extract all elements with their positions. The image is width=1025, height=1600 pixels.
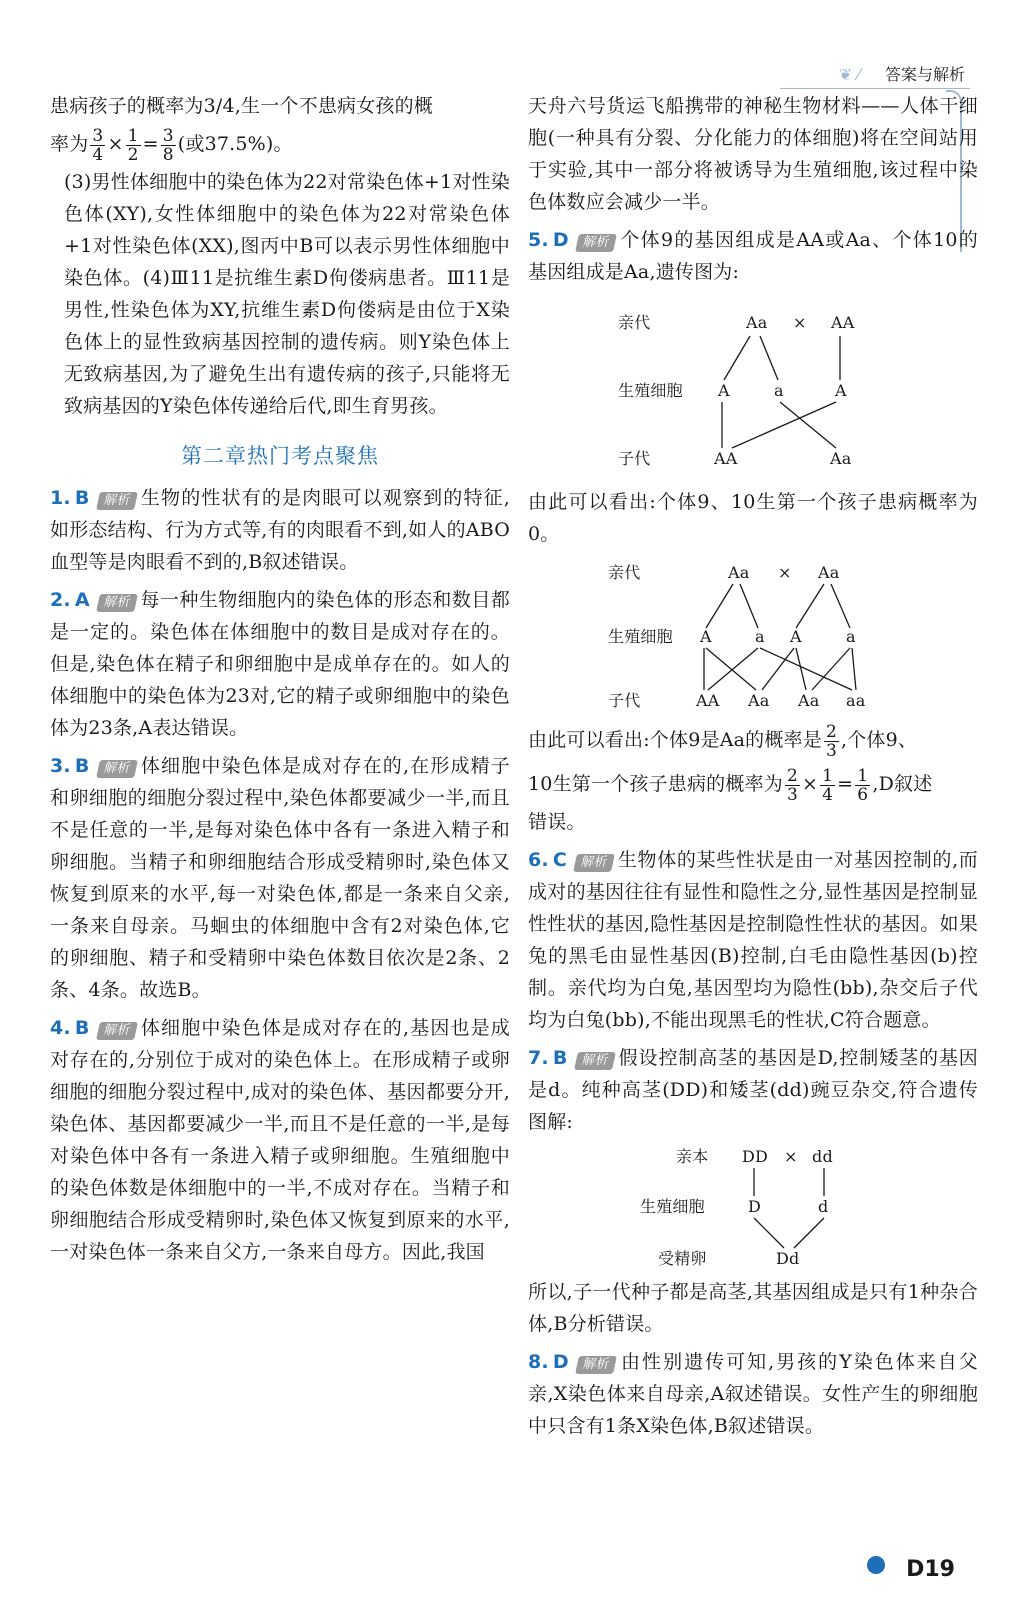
right-column [528, 90, 978, 1442]
question-8: 8. D 解析 由性别遗传可知,男孩的Y染色体来自父亲,X染色体来自母亲,A叙述错误。女性产生的卵细胞中只含有1条X染色体,B叙述错误。 [528, 1351, 978, 1437]
arrow-line [754, 1218, 784, 1248]
parent: Aa [746, 313, 768, 332]
arrow-line [760, 648, 852, 690]
arrow-line [780, 402, 836, 448]
offspring: Aa [798, 691, 820, 710]
row-label: 受精卵 [658, 1249, 707, 1268]
paragraph: 由此可以看出:个体9是Aa的概率是 $\frac{2}{3}$ ,个体9、 [528, 721, 918, 761]
arrow-line [740, 584, 758, 628]
analysis-tag: 解析 [574, 1052, 616, 1070]
offspring: AA [714, 449, 738, 468]
analysis-tag: 解析 [96, 760, 138, 778]
question-7: 7. B 解析 假设控制高茎的基因是D,控制矮茎的基因是d。纯种高茎(DD)和矮茎(dd)豌豆杂交,符合遗传图解: [528, 1047, 978, 1133]
paragraph: 率为 $\frac{3}{4}$ × $\frac{1}{2}$ = $\frac{3}{8}$ (或37.5%)。 [50, 125, 293, 165]
parent: DD [742, 1147, 769, 1166]
analysis-tag: 解析 [96, 1022, 138, 1040]
arrow-line [706, 584, 733, 628]
question-3: 3. B 解析 体细胞中染色体是成对存在的,在形成精子和卵细胞的细胞分裂过程中,染色体都要减少一半,而且不是任意的一半,是每对染色体中各有一条进入精子和卵细胞。当精子和卵细胞结合形成受精卵时,染色体又恢复到原来的水平,每一对染色体,都是一条来自父亲,一条来自母亲。马蛔虫的体细胞中含有2对染色体,它的卵细胞、精子和受精卵中染色体数目依次是2条、2条、4条。故选B。 [50, 755, 510, 1001]
gamete: d [818, 1197, 829, 1216]
arrow-line [708, 648, 758, 690]
genetic-diagram-2 [528, 554, 978, 714]
gamete: A [718, 381, 730, 400]
cross-symbol: × [793, 313, 807, 332]
fraction: $\frac{2}{3}$ [786, 765, 799, 805]
paragraph: 患病孩子的概率为3/4,生一个不患病女孩的概 [50, 95, 434, 117]
header-title: 答案与解析 [884, 65, 965, 84]
offspring: AA [696, 691, 720, 710]
page-number: D19 [906, 1557, 955, 1582]
row-label: 子代 [608, 691, 641, 710]
paragraph: (3)男性体细胞中的染色体为22对常染色体+1对性染色体(XY),女性体细胞中的染色体为22对常染色体+1对性染色体(XX),图丙中B可以表示男性体细胞中染色体。(4)Ⅲ11是抗维生素D佝偻病患者。Ⅲ11是男性,性染色体为XY,抗维生素D佝偻病是由位于X染色体上的显性致病基因控制的遗传病。则Y染色体上无致病基因,为了避免生出有遗传病的孩子,只能将无致病基因的Y染色体传递给后代,即生育男孩。 [64, 171, 510, 417]
analysis-tag: 解析 [573, 854, 615, 872]
cross-symbol: × [784, 1147, 798, 1166]
chapter-title: 第二章热门考点聚焦 [181, 444, 379, 468]
parent: dd [812, 1147, 833, 1166]
arrow-line [760, 336, 778, 380]
header-rule [780, 88, 970, 89]
paragraph: 天舟六号货运飞船携带的神秘生物材料——人体干细胞(一种具有分裂、分化能力的体细胞)将在空间站用于实验,其中一部分将被诱导为生殖细胞,该过程中染色体数应会减少一半。 [528, 95, 978, 213]
analysis-tag: 解析 [575, 1356, 617, 1374]
paragraph: 10生第一个孩子患病的概率为 $\frac{2}{3}$ × $\frac{1}{4}$ = $\frac{1}{6}$ ,D叙述 [528, 765, 933, 805]
arrow-line [831, 584, 850, 628]
paragraph: 由此可以看出:个体9、10生第一个孩子患病概率为0。 [528, 491, 978, 545]
analysis-tag: 解析 [96, 492, 138, 510]
page-dot-icon [867, 1556, 885, 1574]
parent: AA [831, 313, 855, 332]
gamete: A [835, 381, 847, 400]
offspring: Aa [830, 449, 852, 468]
fraction: $\frac{2}{3}$ [825, 721, 837, 761]
gamete: A [700, 627, 712, 646]
parent: Aa [818, 563, 840, 582]
arrow-line [812, 648, 850, 690]
arrow-line [732, 402, 836, 448]
paragraph: 错误。 [528, 811, 586, 833]
question-1: 1. B 解析 生物的性状有的是肉眼可以观察到的特征,如形态结构、行为方式等,有的肉眼看不到,如人的ABO血型等是肉眼看不到的,B叙述错误。 [50, 487, 510, 573]
gamete: A [790, 627, 802, 646]
fraction: $\frac{1}{2}$ [127, 125, 139, 165]
question-4: 4. B 解析 体细胞中染色体是成对存在的,基因也是成对存在的,分别位于成对的染色体上。在形成精子或卵细胞的细胞分裂过程中,成对的染色体、基因都要分开,染色体、基因都要减少一半,而且不是任意的一半,是每对染色体中各有一条进入精子或卵细胞。生殖细胞中的染色体数是体细胞中的一半,不成对存在。当精子和卵细胞结合形成受精卵时,染色体又恢复到原来的水平,一对染色体一条来自父方,一条来自母方。因此,我国 [50, 1017, 510, 1263]
arrow-line [762, 648, 794, 690]
section-header [839, 62, 965, 85]
analysis-tag: 解析 [96, 594, 138, 612]
offspring: aa [846, 691, 866, 710]
parent: Aa [728, 563, 750, 582]
genetic-diagram-1 [528, 292, 978, 482]
row-label: 生殖细胞 [618, 381, 683, 400]
offspring: Dd [776, 1249, 800, 1268]
left-column [50, 90, 510, 1268]
row-label: 子代 [618, 449, 651, 468]
question-6: 6. C 解析 生物体的某些性状是由一对基因控制的,而成对的基因往往有显性和隐性之分,显性基因是控制显性性状的基因,隐性基因是控制隐性性状的基因。如果兔的黑毛由显性基因(B)控制,白毛由隐性基因(b)控制。亲代均为白兔,基因型均为隐性(bb),杂交后子代均为白兔(bb),不能出现黑毛的性状,C符合题意。 [528, 849, 978, 1031]
fraction: $\frac{3}{4}$ [92, 125, 104, 165]
analysis-tag: 解析 [575, 234, 617, 252]
arrow-line [706, 648, 756, 690]
gamete: a [755, 627, 765, 646]
offspring: Aa [748, 691, 770, 710]
leaf-icon: ❦ ⁄ [838, 65, 860, 84]
row-label: 亲代 [618, 313, 651, 332]
gamete: a [846, 627, 856, 646]
row-label: 亲本 [676, 1147, 709, 1166]
row-label: 生殖细胞 [608, 627, 673, 646]
fraction: $\frac{1}{4}$ [822, 765, 834, 805]
row-label: 生殖细胞 [640, 1197, 705, 1216]
cross-symbol: × [778, 563, 792, 582]
gamete: a [774, 381, 784, 400]
fraction: $\frac{1}{6}$ [857, 765, 869, 805]
gamete: D [748, 1197, 762, 1216]
question-2: 2. A 解析 每一种生物细胞内的染色体的形态和数目都是一定的。染色体在体细胞中的数目是成对存在的。但是,染色体在精子和卵细胞中是成单存在的。如人的体细胞中的染色体为23对,它的精子或卵细胞中的染色体为23条,A表达错误。 [50, 589, 510, 739]
paragraph: 所以,子一代种子都是高茎,其基因组成是只有1种杂合体,B分析错误。 [528, 1281, 978, 1335]
row-label: 亲代 [608, 563, 641, 582]
arrow-line [724, 336, 750, 380]
fraction: $\frac{3}{8}$ [162, 125, 174, 165]
arrow-line [794, 1218, 824, 1248]
question-5: 5. D 解析 个体9的基因组成是AA或Aa、个体10的基因组成是Aa,遗传图为: [528, 229, 978, 283]
arrow-line [796, 584, 824, 628]
arrow-line [852, 648, 856, 690]
genetic-diagram-3 [528, 1142, 978, 1272]
